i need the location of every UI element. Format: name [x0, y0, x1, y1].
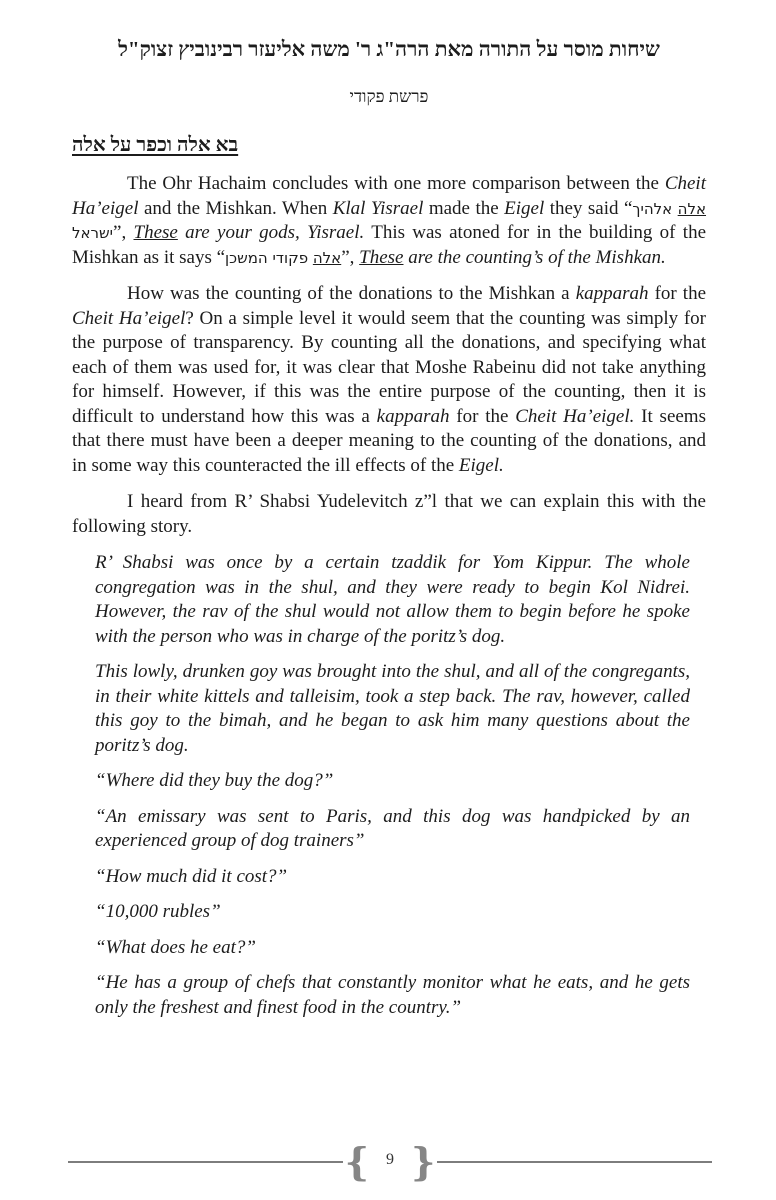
text-run: It seems that there must have been a deeper meaning to the counting of the donations, and in some way this counteracted the ill effects of the: [72, 405, 706, 476]
text-run: made the: [423, 197, 505, 219]
text-run: are the counting’s of the Mishkan.: [403, 246, 666, 268]
text-run: ? On a simple level it would seem that the counting was simply for the purpose of transparency. By counting all the donations, and specifying what each of them was used for, it was clear that Moshe Rabeinu did not take anything for himself. However, if this was the entire purpose of the counting, then it is difficult to understand how this was a: [72, 307, 706, 427]
text-run: Cheit Ha’eigel: [72, 173, 706, 219]
text-run: These: [133, 222, 178, 243]
document-title-hebrew: שיחות מוסר על התורה מאת הרה"ג ר' משה אליעזר רבינוביץ זצוק"ל: [118, 37, 660, 61]
paragraph-ohr-hachaim: [72, 172, 706, 270]
text-run: אלהיך ישראל: [72, 199, 678, 242]
story-paragraph-7: [95, 936, 690, 961]
text-run: Cheit Ha’eigel.: [515, 405, 635, 427]
text-run: for the: [449, 405, 516, 427]
section-heading-text: בא אלה וכפר על אלה: [72, 134, 239, 156]
section-heading: [72, 134, 706, 157]
text-run: “Where did they buy the dog?”: [95, 770, 334, 791]
story-paragraph-6: [95, 900, 690, 925]
text-run: ”,: [113, 222, 134, 243]
page-number-ornament: [343, 1137, 438, 1187]
footer-rule-left: [68, 1161, 343, 1163]
text-run: R’ Shabsi was once by a certain tzaddik for Yom Kippur. The whole congregation was in the shul, and they were ready to begin Kol Nidrei. However, the rav of the shul would not allow them to begin before he spoke with the person who was in charge of the poritz’s dog.: [95, 552, 690, 647]
text-run: kapparah: [376, 405, 450, 427]
text-run: are your gods, Yisrael.: [177, 222, 365, 243]
text-run: for the: [648, 283, 706, 304]
story-paragraph-8: [95, 971, 690, 1020]
page-number: 9: [386, 1151, 394, 1168]
story-paragraph-2: [95, 660, 690, 758]
page-footer: [68, 1137, 712, 1187]
text-run: Klal Yisrael: [332, 197, 424, 219]
footer-rule-right: [437, 1161, 712, 1163]
text-run: How was the counting of the donations to the Mishkan a: [127, 283, 576, 304]
text-run: “What does he eat?”: [95, 936, 256, 958]
text-run: kapparah: [575, 283, 649, 304]
right-bracket-ornament: }: [411, 1139, 436, 1184]
story-paragraph-4: [95, 805, 690, 854]
parsha-subtitle: פרשת פקודי: [349, 87, 429, 106]
text-run: This was atoned for in the building of the Mishkan as it says “: [72, 222, 707, 268]
story-paragraph-5: [95, 865, 690, 890]
paragraph-how-was-counting: [72, 282, 706, 478]
text-run: The Ohr Hachaim concludes with one more comparison between the: [127, 173, 665, 194]
text-run: and the Mishkan. When: [138, 197, 333, 219]
text-run: “How much did it cost?”: [95, 865, 288, 887]
text-run: “He has a group of chefs that constantly monitor what he eats, and he gets only the freshest and finest food in the country.”: [95, 972, 690, 1018]
text-run: they said “: [544, 197, 633, 219]
text-run: אלה: [677, 199, 707, 218]
text-run: ”,: [341, 246, 360, 268]
text-run: This lowly, drunken goy was brought into the shul, and all of the congregants, in their white kittels and talleisim, took a step back. The rav, however, called this goy to the bimah, and he began to ask him many questions about the poritz’s dog.: [95, 661, 690, 756]
left-bracket-ornament: {: [344, 1139, 369, 1184]
text-run: “10,000 rubles”: [95, 901, 221, 922]
text-run: Eigel.: [458, 454, 504, 476]
text-run: Cheit Ha’eigel: [72, 307, 186, 329]
text-run: “An emissary was sent to Paris, and this dog was handpicked by an experienced group of dog trainers”: [95, 805, 690, 851]
text-run: I heard from R’ Shabsi Yudelevitch z”l that we can explain this with the following story.: [72, 491, 706, 537]
paragraph-i-heard: [72, 490, 706, 539]
text-run: Eigel: [504, 197, 545, 219]
text-run: These: [359, 246, 404, 268]
text-run: פקודי המשכן: [225, 248, 313, 267]
story-paragraph-3: [95, 769, 690, 794]
story-paragraph-1: [95, 551, 690, 649]
document-body: [72, 172, 706, 1020]
text-run: אלה: [312, 248, 342, 267]
